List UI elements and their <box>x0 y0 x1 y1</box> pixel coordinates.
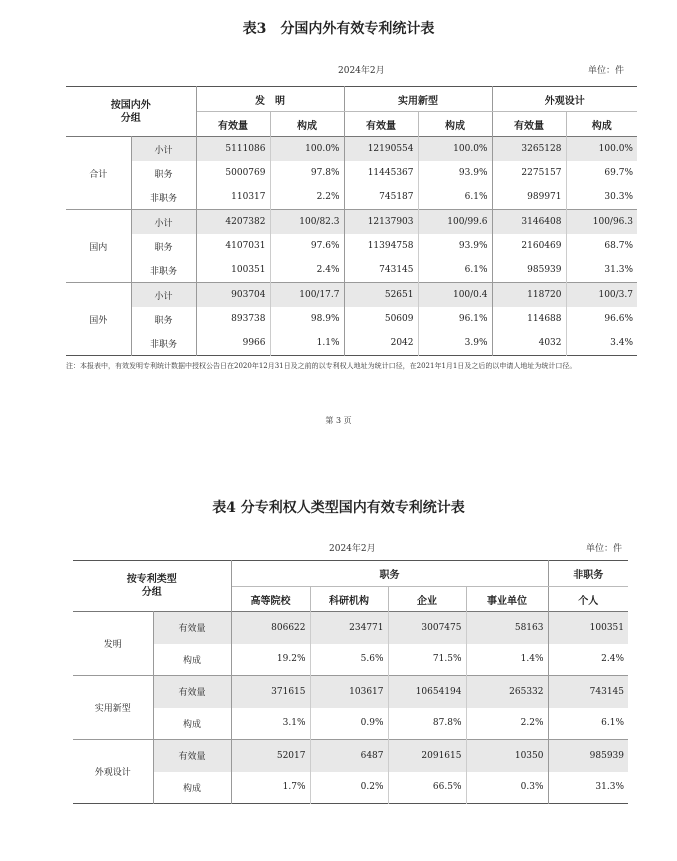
table-cell: 6.1% <box>601 718 624 729</box>
table-row <box>66 161 637 185</box>
table-row <box>73 740 628 772</box>
table-cell: 4207382 <box>196 210 270 235</box>
table-cell: 118720 <box>492 283 566 308</box>
table-cell: 100.0% <box>270 137 344 162</box>
table-cell: 100351 <box>196 258 270 283</box>
table-cell: 10350 <box>466 740 548 772</box>
row-label: 职务 <box>131 161 196 185</box>
table-cell: 100/17.7 <box>270 283 344 308</box>
table-row <box>66 210 637 235</box>
table-cell: 12137903 <box>344 210 418 235</box>
row-label: 有效量 <box>153 676 231 708</box>
table-row <box>66 234 637 258</box>
table-cell: 5111086 <box>196 137 270 162</box>
table-cell: 2.4% <box>601 654 624 665</box>
table3-subheader: 构成 <box>591 120 612 132</box>
table4-header-nonjob: 非职务 <box>548 561 628 587</box>
table-cell: 3007475 <box>388 612 466 644</box>
row-label: 有效量 <box>153 740 231 772</box>
table-row <box>73 612 628 644</box>
page-number: 第 3 页 <box>325 416 352 425</box>
table-cell: 69.7% <box>604 168 633 178</box>
table-cell: 100/96.3 <box>566 210 637 235</box>
table-cell: 97.6% <box>270 234 344 258</box>
table-cell: 3146408 <box>492 210 566 235</box>
table-cell: 2275157 <box>492 161 566 185</box>
table-cell: 100.0% <box>566 137 637 162</box>
table-cell: 52651 <box>344 283 418 308</box>
table4-subheader: 企业 <box>388 587 466 612</box>
section-label: 合计 <box>66 137 131 210</box>
table-cell: 96.1% <box>418 307 492 331</box>
table-cell: 96.6% <box>604 314 633 324</box>
table-cell: 1.1% <box>270 331 344 356</box>
section-label: 国外 <box>66 283 131 356</box>
table-row <box>66 258 637 283</box>
row-label: 有效量 <box>153 612 231 644</box>
table-cell: 9966 <box>196 331 270 356</box>
table3-subheader: 有效量 <box>344 112 418 137</box>
row-label: 小计 <box>131 210 196 235</box>
row-label: 构成 <box>153 708 231 740</box>
table-cell: 0.2% <box>310 772 388 804</box>
row-label: 构成 <box>153 644 231 676</box>
table4-date: 2024年2月 <box>329 544 376 554</box>
row-label: 非职务 <box>131 331 196 356</box>
table-cell: 2042 <box>344 331 418 356</box>
table3-title: 表3 分国内外有效专利统计表 <box>242 21 435 37</box>
table-cell: 100/99.6 <box>418 210 492 235</box>
table-row <box>66 283 637 308</box>
table3-subheader: 构成 <box>418 112 492 137</box>
table-cell: 743145 <box>548 676 628 708</box>
table3 <box>66 86 637 356</box>
table4-subheader: 高等院校 <box>231 587 310 612</box>
table4-group-header: 按专利类型 分组 <box>73 561 231 612</box>
table-row <box>66 331 637 356</box>
table-cell: 4107031 <box>196 234 270 258</box>
table-cell: 11445367 <box>344 161 418 185</box>
row-label: 构成 <box>153 772 231 804</box>
table-cell: 265332 <box>466 676 548 708</box>
table-cell: 93.9% <box>418 234 492 258</box>
table3-subheader: 有效量 <box>492 112 566 137</box>
table-row <box>66 307 637 331</box>
table-cell: 985939 <box>548 740 628 772</box>
table4-subheader: 个人 <box>578 595 599 607</box>
table4-subheader: 科研机构 <box>310 587 388 612</box>
table-cell: 903704 <box>196 283 270 308</box>
table-row <box>66 137 637 162</box>
row-label: 小计 <box>131 283 196 308</box>
table-cell: 87.8% <box>388 708 466 740</box>
table-cell: 66.5% <box>388 772 466 804</box>
table-cell: 745187 <box>344 185 418 210</box>
table-cell: 1.4% <box>466 644 548 676</box>
row-label: 非职务 <box>131 258 196 283</box>
table-cell: 11394758 <box>344 234 418 258</box>
table3-date: 2024年2月 <box>338 66 385 76</box>
table-cell: 98.9% <box>270 307 344 331</box>
table-cell: 3.1% <box>231 708 310 740</box>
section-label: 国内 <box>66 210 131 283</box>
table-cell: 3265128 <box>492 137 566 162</box>
table-row <box>73 772 628 804</box>
table-row <box>73 708 628 740</box>
row-label: 职务 <box>131 234 196 258</box>
row-label: 小计 <box>131 137 196 162</box>
table-cell: 10654194 <box>388 676 466 708</box>
table-cell: 2.4% <box>270 258 344 283</box>
table-cell: 100/0.4 <box>418 283 492 308</box>
table-cell: 5000769 <box>196 161 270 185</box>
table-cell: 100.0% <box>418 137 492 162</box>
table-cell: 2.2% <box>270 185 344 210</box>
table3-subheader: 构成 <box>270 112 344 137</box>
table-cell: 100/3.7 <box>566 283 637 308</box>
table-cell: 114688 <box>492 307 566 331</box>
table-cell: 2.2% <box>466 708 548 740</box>
table4-header-job: 职务 <box>231 561 548 587</box>
table3-header-design: 外观设计 <box>492 87 637 112</box>
table-row <box>73 644 628 676</box>
row-label: 职务 <box>131 307 196 331</box>
table-cell: 50609 <box>344 307 418 331</box>
table-row <box>66 185 637 210</box>
table3-subheader: 有效量 <box>196 112 270 137</box>
table-cell: 2160469 <box>492 234 566 258</box>
table-cell: 103617 <box>310 676 388 708</box>
table-cell: 806622 <box>231 612 310 644</box>
table-cell: 2091615 <box>388 740 466 772</box>
table-cell: 31.3% <box>595 782 624 793</box>
table-cell: 893738 <box>196 307 270 331</box>
table-cell: 6487 <box>310 740 388 772</box>
table-cell: 371615 <box>231 676 310 708</box>
table-row <box>73 676 628 708</box>
table4-unit: 单位：件 <box>586 544 623 554</box>
table3-note: 注：本报表中，有效发明专利统计数据中授权公告日在2020年12月31日及之前的以专利权人地址为统计口径，在2021年1月1日及之后的以申请人地址为统计口径。 <box>66 362 577 370</box>
table3-group-header: 按国内外 分组 <box>66 87 196 137</box>
table-cell: 6.1% <box>418 258 492 283</box>
table-cell: 4032 <box>492 331 566 356</box>
table-cell: 743145 <box>344 258 418 283</box>
table-cell: 68.7% <box>604 241 633 251</box>
table-cell: 1.7% <box>231 772 310 804</box>
section-label: 实用新型 <box>73 676 153 740</box>
table-cell: 5.6% <box>310 644 388 676</box>
section-label: 外观设计 <box>73 740 153 804</box>
table4 <box>73 560 628 804</box>
table-cell: 100/82.3 <box>270 210 344 235</box>
table-cell: 31.3% <box>604 265 633 275</box>
table-cell: 985939 <box>492 258 566 283</box>
table-cell: 52017 <box>231 740 310 772</box>
table-cell: 58163 <box>466 612 548 644</box>
section-label: 发明 <box>73 612 153 676</box>
table-cell: 0.9% <box>310 708 388 740</box>
table-cell: 6.1% <box>418 185 492 210</box>
row-label: 非职务 <box>131 185 196 210</box>
table-cell: 989971 <box>492 185 566 210</box>
table3-unit: 单位：件 <box>588 66 625 76</box>
table-cell: 234771 <box>310 612 388 644</box>
table-cell: 97.8% <box>270 161 344 185</box>
table-cell: 0.3% <box>466 772 548 804</box>
table-cell: 71.5% <box>388 644 466 676</box>
table4-subheader: 事业单位 <box>466 587 548 612</box>
table3-header-utility: 实用新型 <box>344 87 492 112</box>
table-cell: 100351 <box>548 612 628 644</box>
table-cell: 3.9% <box>418 331 492 356</box>
table-cell: 110317 <box>196 185 270 210</box>
table-cell: 3.4% <box>610 338 633 348</box>
table-cell: 93.9% <box>418 161 492 185</box>
table3-header-invention: 发 明 <box>196 87 344 112</box>
table-cell: 19.2% <box>231 644 310 676</box>
table-cell: 12190554 <box>344 137 418 162</box>
table4-title: 表4 分专利权人类型国内有效专利统计表 <box>212 500 465 516</box>
table-cell: 30.3% <box>604 192 633 202</box>
